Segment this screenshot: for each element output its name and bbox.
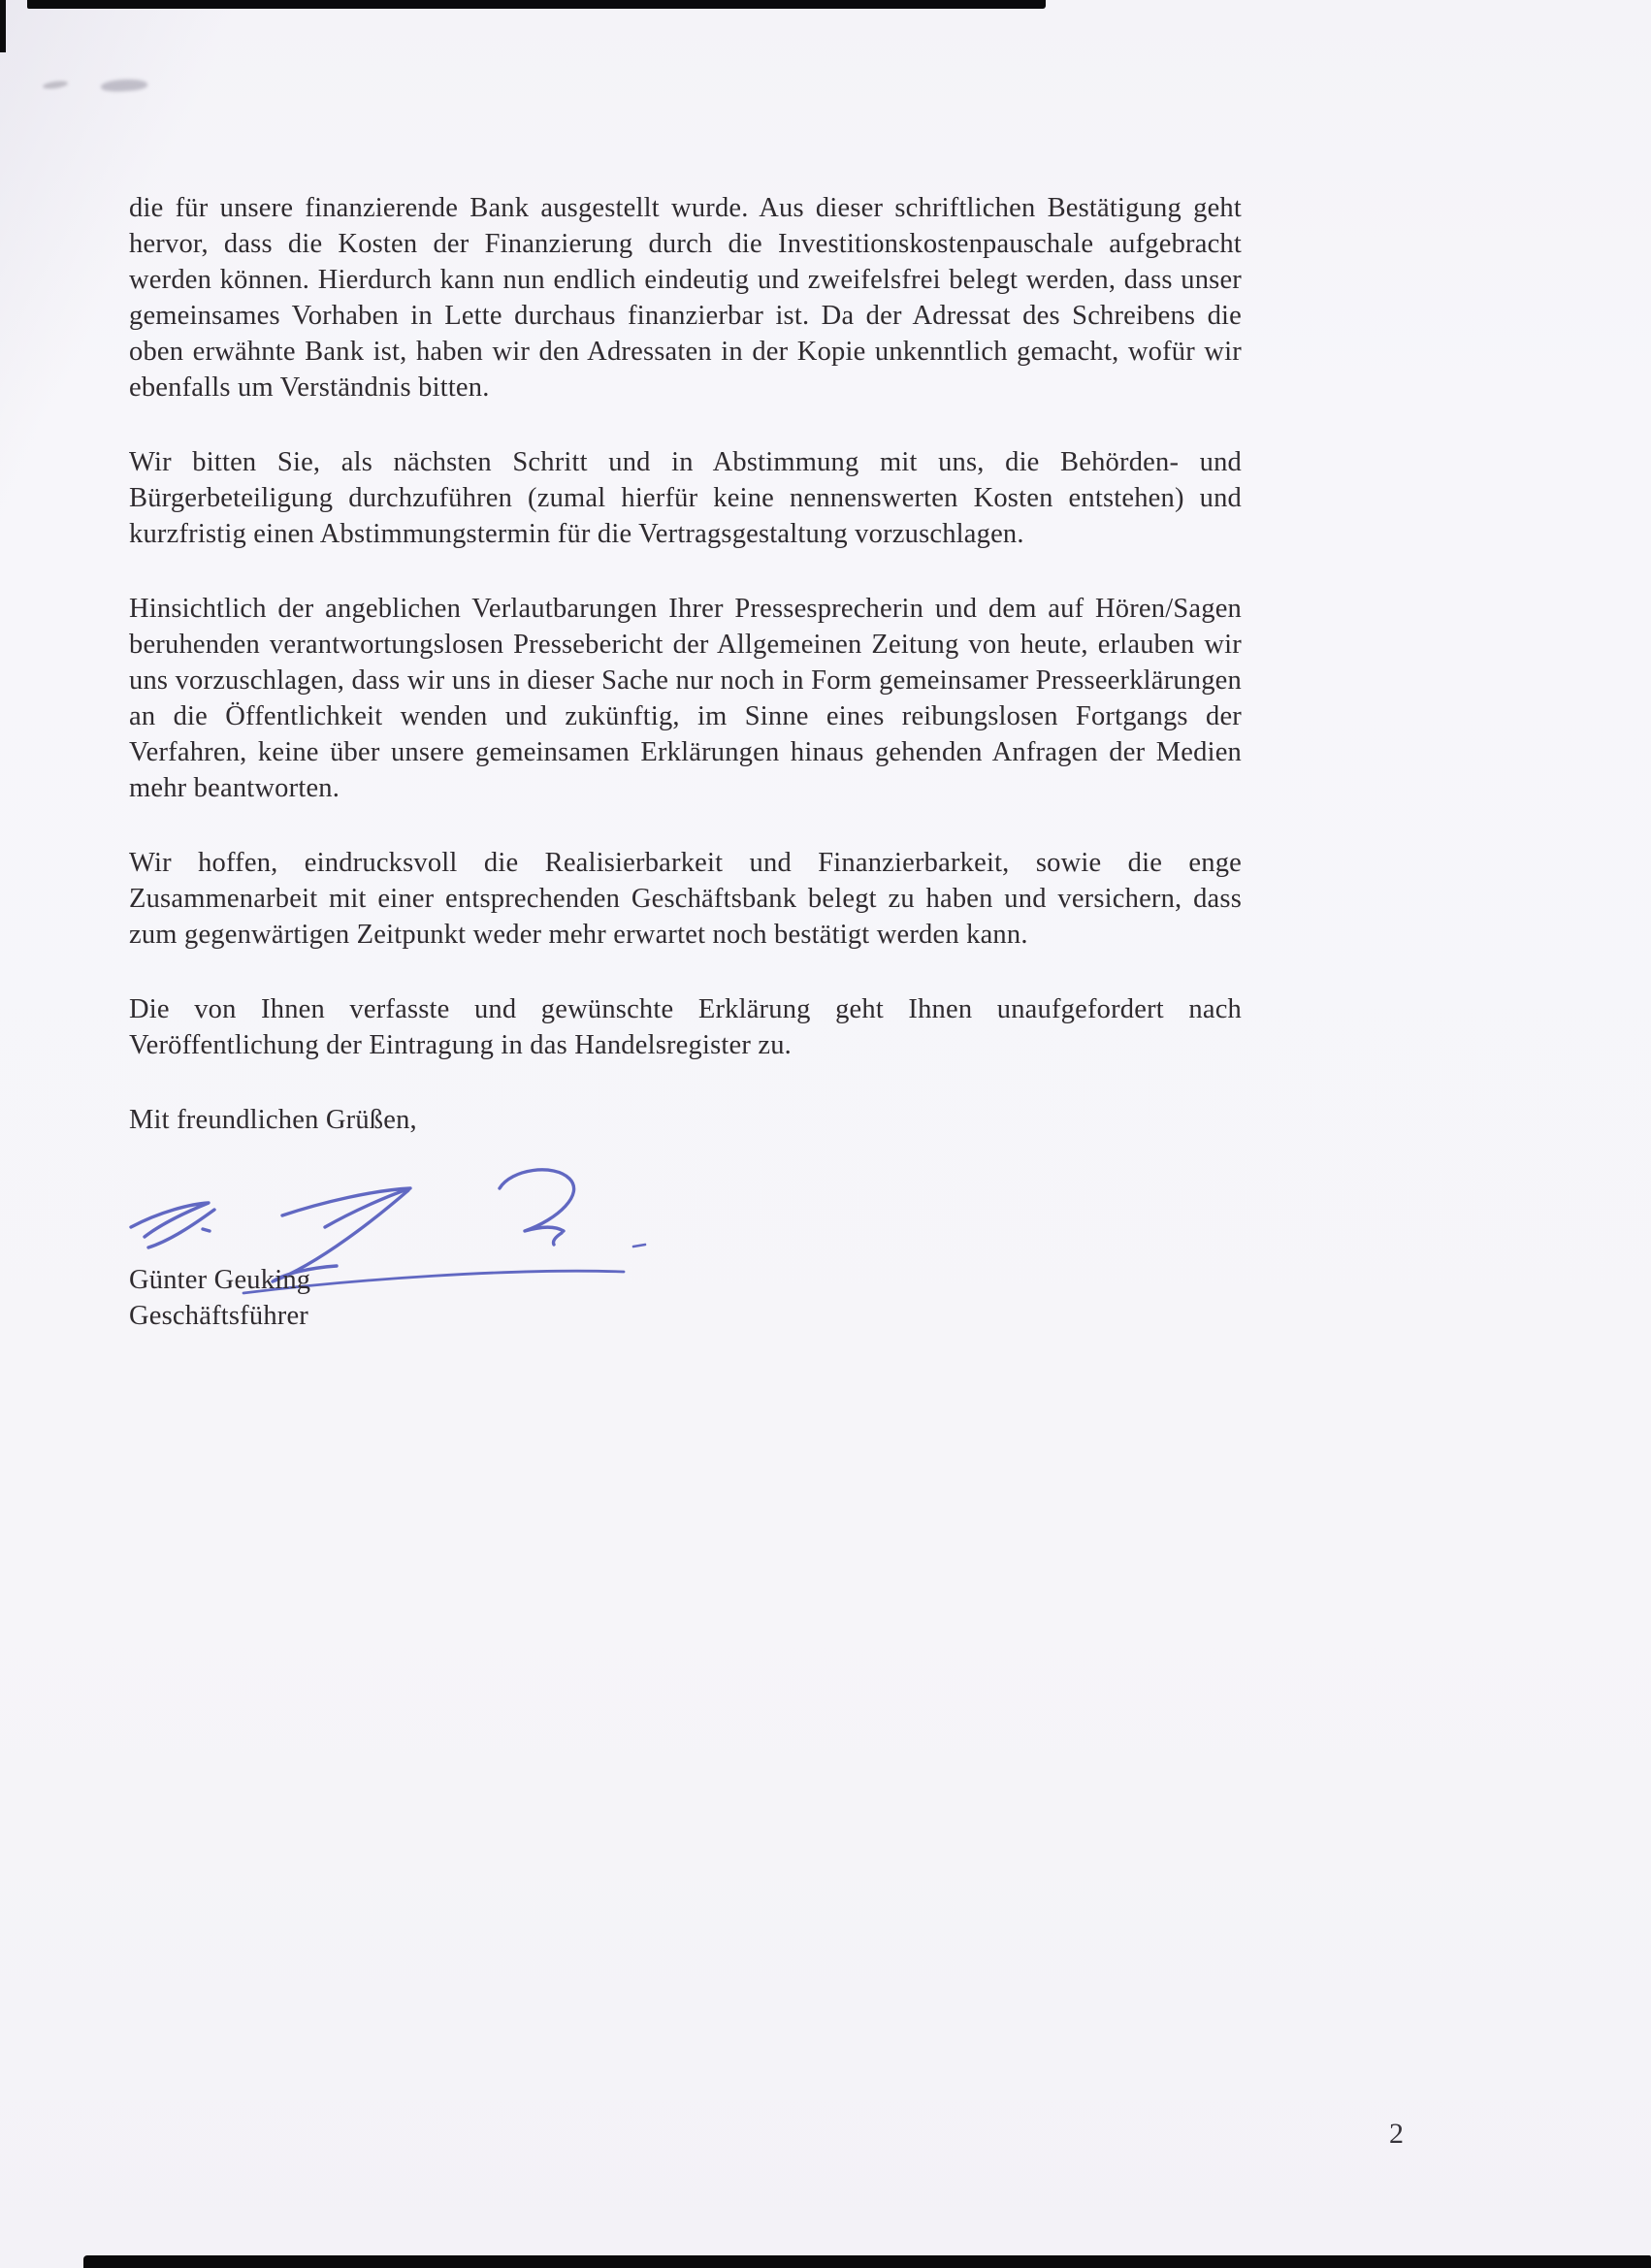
signer-title: Geschäftsführer (129, 1301, 308, 1331)
scan-smudge (101, 78, 148, 92)
paragraph-feasibility: Wir hoffen, eindrucksvoll die Realisierbarkeit und Finanzierbarkeit, sowie die enge Zusammenarbeit mit einer entsprechenden Geschäftsbank belegt zu haben und versichern, dass zum gegenwärtigen Zeitpunkt weder mehr erwartet noch bestätigt werden kann. (129, 848, 1242, 950)
paragraph-press-statements: Hinsichtlich der angeblichen Verlautbarungen Ihrer Pressesprecherin und dem auf Hören/Sagen beruhenden verantwortungslosen Pressebericht der Allgemeinen Zeitung von heute, erlauben wir uns vorzuschlagen, dass wir uns in dieser Sache nur noch in Form gemeinsamer Presseerklärungen an die Öffentlichkeit wenden und zukünftig, im Sinne eines reibungslosen Fortgangs der Verfahren, keine über unsere gemeinsamen Erklärungen hinaus gehenden Anfragen der Medien mehr beantworten. (129, 594, 1242, 803)
scan-edge-artifact-left (0, 0, 6, 52)
scan-edge-artifact-bottom (83, 2255, 1651, 2268)
signature-block (129, 1138, 1242, 1331)
signer-name: Günter Geuking (129, 1265, 311, 1295)
scan-smudge (43, 80, 69, 90)
closing-salutation: Mit freundlichen Grüßen, (129, 1105, 417, 1135)
paragraph-financing-confirmation: die für unsere finanzierende Bank ausgestellt wurde. Aus dieser schriftlichen Bestätigung geht hervor, dass die Kosten der Finanzierung durch die Investitionskostenpauschale aufgebracht werden können. Hierdurch kann nun endlich eindeutig und zweifelsfrei belegt werden, dass unser gemeinsames Vorhaben in Lette durchaus finanzierbar ist. Da der Adressat des Schreibens die oben erwähnte Bank ist, haben wir den Adressaten in der Kopie unkenntlich gemacht, wofür wir ebenfalls um Verständnis bitten. (129, 193, 1242, 403)
paragraph-next-steps: Wir bitten Sie, als nächsten Schritt und in Abstimmung mit uns, die Behörden- und Bürgerbeteiligung durchzuführen (zumal hierfür keine nennenswerten Kosten entstehen) und kurzfristig einen Abstimmungstermin für die Vertragsgestaltung vorzuschlagen. (129, 447, 1242, 549)
page-number: 2 (1389, 2118, 1404, 2150)
letter-body (129, 190, 1242, 1331)
paragraph-declaration-delivery: Die von Ihnen verfasste und gewünschte Erklärung geht Ihnen unaufgefordert nach Veröffentlichung der Eintragung in das Handelsregister zu. (129, 994, 1242, 1060)
scan-edge-artifact-top (27, 0, 1046, 9)
